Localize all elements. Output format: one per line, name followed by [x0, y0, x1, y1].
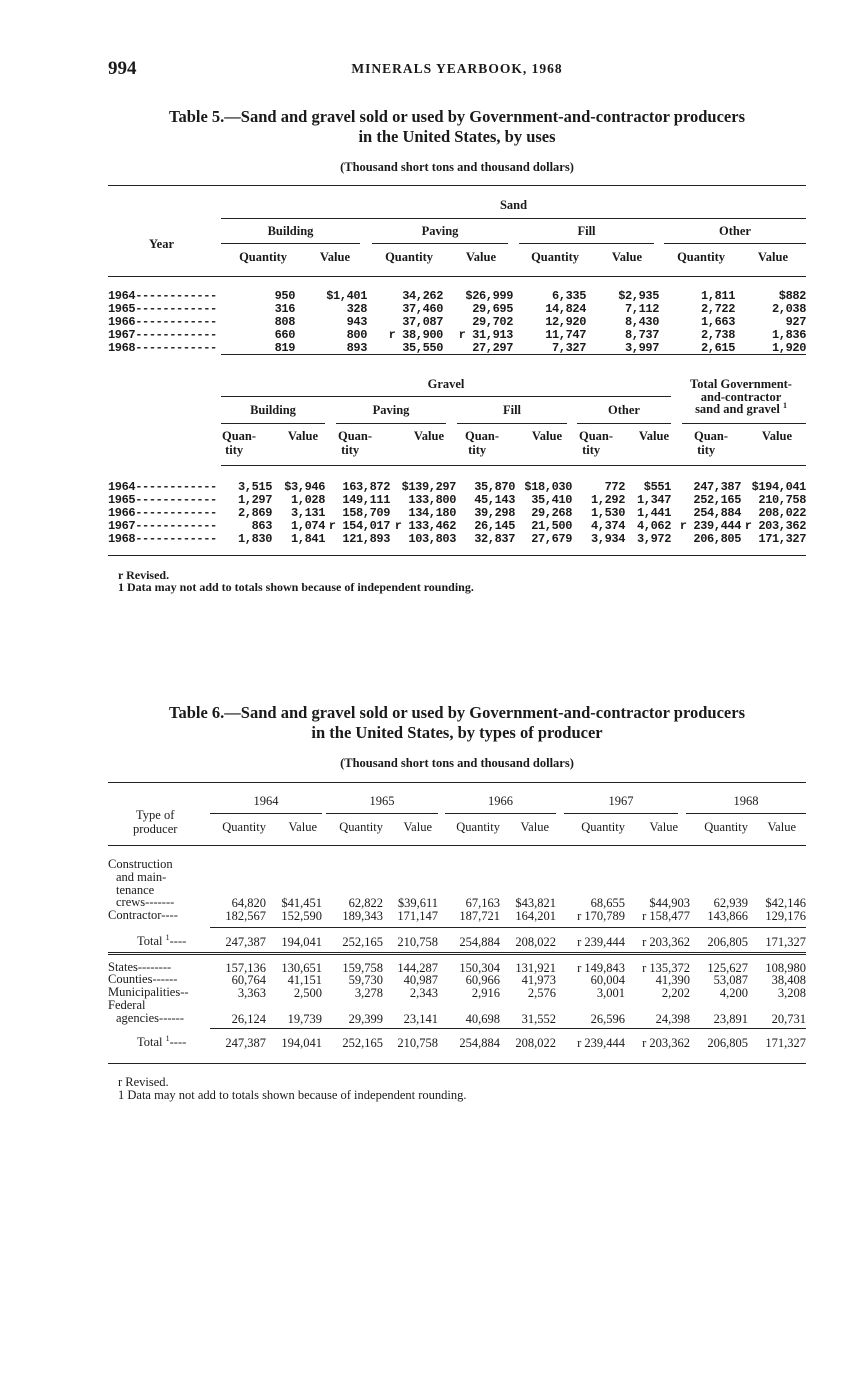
- table6-quantity-header: Quantity: [704, 820, 748, 834]
- table5-gravel-year-1964: 1964------------: [108, 480, 217, 494]
- table6-cell-federal: 24,398: [655, 1012, 690, 1026]
- table6-cell-counties: 40,987: [403, 973, 438, 987]
- table6-cell-total: 208,022: [515, 935, 556, 949]
- table6-subtotal-rule-a: [210, 927, 806, 928]
- table6-cell-counties: 41,973: [521, 973, 556, 987]
- table6-label-construction: Construction: [108, 857, 173, 871]
- table5-sand-header: Sand: [499, 198, 528, 212]
- table6-cell-states: 131,921: [515, 961, 556, 975]
- table6-cell-cm: $43,821: [515, 896, 556, 910]
- table5-gravel-year-1966: 1966------------: [108, 506, 217, 520]
- table5-sand-cell: 893: [346, 341, 367, 355]
- table5-gravel-cell: 103,803: [408, 532, 456, 546]
- table5-gravel-cell: 3,131: [290, 506, 325, 520]
- table5-gravel-cell: 133,800: [408, 493, 456, 507]
- table5-sand-cell: 37,087: [402, 315, 443, 329]
- table6-cell-counties: 53,087: [713, 973, 748, 987]
- table5-sand-quantity-header: Quantity: [677, 250, 725, 264]
- table6-quantity-header: Quantity: [222, 820, 266, 834]
- table5-gravel-value-header: Value: [413, 429, 444, 443]
- table5-gravel-cell: 247,387: [693, 480, 741, 494]
- table5-gravel-cell: $139,297: [401, 480, 456, 494]
- table6-cell-contractor: 164,201: [515, 909, 556, 923]
- table5-gravel-cell: 3,934: [590, 532, 625, 546]
- table5-gravel-cell: 35,410: [531, 493, 572, 507]
- table6-type-header: Type of producer: [133, 808, 178, 836]
- table5-sand-group-header: Paving: [421, 224, 459, 238]
- table5-gravel-quantity-header: Quan- tity: [694, 429, 729, 457]
- table5-gravel-group-rule: [457, 423, 567, 424]
- table5-sand-cell: 660: [274, 328, 295, 342]
- table6-year-rule: [210, 813, 322, 814]
- table5-sand-cell: $1,401: [326, 289, 367, 303]
- table6-label-crews: crews-------: [116, 895, 175, 909]
- table5-gravel-cell: $3,946: [284, 480, 325, 494]
- table6-cell-total: 210,758: [397, 935, 438, 949]
- table6-cell-federal: 40,698: [465, 1012, 500, 1026]
- table6-cell-states: 144,287: [397, 961, 438, 975]
- table5-gravel-cell: 134,180: [408, 506, 456, 520]
- table6-year-header: 1965: [369, 794, 395, 808]
- table6-label-tenance: tenance: [116, 883, 155, 897]
- table5-gravel-group-header: Other: [608, 403, 640, 417]
- table6-top-rule: [108, 782, 806, 783]
- table6-year-header: 1967: [608, 794, 634, 808]
- table5-gravel-header-rule: [221, 465, 806, 466]
- table6-cell-contractor: 129,176: [765, 909, 806, 923]
- table6-cell-total: 194,041: [281, 1036, 322, 1050]
- table5-gravel-cell: 208,022: [758, 506, 806, 520]
- table5-gravel-cell: 171,327: [758, 532, 806, 546]
- table6-cell-municipalities: 3,001: [596, 986, 625, 1000]
- table5-gravel-cell: 32,837: [474, 532, 515, 546]
- table6-cell-total: 171,327: [765, 1036, 806, 1050]
- table5-gravel-cell: 3,972: [636, 532, 671, 546]
- table5-sand-value-header: Value: [757, 250, 788, 264]
- table5-gravel-cell: 2,869: [237, 506, 272, 520]
- table5-gravel-cell: 210,758: [758, 493, 806, 507]
- table5-gravel-cell: 1,297: [237, 493, 272, 507]
- table6-cell-contractor: r 170,789: [577, 909, 625, 923]
- table6-quantity-header: Quantity: [581, 820, 625, 834]
- table5-sand-group-rule: [664, 243, 806, 244]
- table5-gravel-cell: r 203,362: [744, 519, 806, 533]
- table5-gravel-header: Gravel: [427, 377, 465, 391]
- table5-sand-cell: 12,920: [545, 315, 586, 329]
- table5-sand-group-header: Building: [267, 224, 314, 238]
- table5-gravel-cell: 45,143: [474, 493, 515, 507]
- table5-gravel-cell: 163,872: [342, 480, 390, 494]
- table6-cell-municipalities: 3,278: [354, 986, 383, 1000]
- table5-sand-value-header: Value: [611, 250, 642, 264]
- table5-sand-cell: 37,460: [402, 302, 443, 316]
- table5-sand-cell: 2,615: [700, 341, 735, 355]
- table6-label-states: States--------: [108, 960, 172, 974]
- table6-cell-total: 206,805: [707, 935, 748, 949]
- table6-note-rounding: 1 Data may not add to totals shown because of independent rounding.: [118, 1088, 467, 1102]
- table5-sand-quantity-header: Quantity: [531, 250, 579, 264]
- table6-cell-federal: 29,399: [348, 1012, 383, 1026]
- table6-note-revised: r Revised.: [118, 1075, 169, 1089]
- table5-sand-year-1968: 1968------------: [108, 341, 217, 355]
- table5-sand-cell: r 31,913: [458, 328, 513, 342]
- table5-gravel-cell: $194,041: [751, 480, 806, 494]
- page-header: [108, 58, 806, 82]
- table5-gravel-cell: 1,530: [590, 506, 625, 520]
- table6-cell-counties: 59,730: [348, 973, 383, 987]
- table6-cell-total: 254,884: [459, 935, 500, 949]
- table5-gravel-cell: 252,165: [693, 493, 741, 507]
- table5-sand-cell: 800: [346, 328, 367, 342]
- table5-sand-cell: 8,430: [624, 315, 659, 329]
- table6-year-header: 1968: [733, 794, 759, 808]
- table5-gravel-cell: 1,347: [636, 493, 671, 507]
- table6-cell-counties: 60,966: [465, 973, 500, 987]
- table6-value-header: Value: [403, 820, 432, 834]
- table6-cell-total: r 203,362: [642, 1036, 690, 1050]
- table5-sand-cell: 950: [274, 289, 295, 303]
- table5-note-rounding: 1 Data may not add to totals shown because of independent rounding.: [118, 580, 474, 594]
- table5-sand-cell: 1,920: [771, 341, 806, 355]
- table5-sand-group-header: Other: [719, 224, 751, 238]
- table5-sand-value-header: Value: [319, 250, 350, 264]
- table5-bottom-rule: [108, 555, 806, 556]
- table6-value-header: Value: [520, 820, 549, 834]
- table6-cell-total: 194,041: [281, 935, 322, 949]
- table6-bottom-rule: [108, 1063, 806, 1064]
- table5-sand-cell: 29,702: [472, 315, 513, 329]
- table6-cell-federal: 23,141: [403, 1012, 438, 1026]
- table6-cell-federal: 20,731: [771, 1012, 806, 1026]
- table6-cell-cm: 68,655: [590, 896, 625, 910]
- table5-gravel-cell: 149,111: [342, 493, 390, 507]
- table5-sand-cell: $882: [778, 289, 806, 303]
- table5-sand-cell: 316: [274, 302, 295, 316]
- table6-label-contractor: Contractor----: [108, 908, 178, 922]
- table6-cell-cm: 62,939: [713, 896, 748, 910]
- table6-year-header: 1966: [488, 794, 513, 808]
- table6-cell-municipalities: 3,208: [777, 986, 806, 1000]
- table5-sand-cell: 3,997: [624, 341, 659, 355]
- table5-note-revised: r Revised.: [118, 568, 170, 582]
- table5-sand-cell: 2,738: [700, 328, 735, 342]
- table6-cell-states: 108,980: [765, 961, 806, 975]
- table6-label-agencies: agencies------: [116, 1011, 185, 1025]
- table5-sand-cell: 7,327: [551, 341, 586, 355]
- table6-year-header: 1964: [253, 794, 279, 808]
- table6-cell-contractor: 171,147: [397, 909, 438, 923]
- table5-sand-cell: 819: [274, 341, 295, 355]
- table5-sand-cell: 14,824: [545, 302, 586, 316]
- table5-total-group-rule: [682, 423, 806, 424]
- table6-cell-counties: 60,764: [231, 973, 266, 987]
- table6-cell-cm: 64,820: [231, 896, 266, 910]
- table5-gravel-rule: [221, 396, 671, 397]
- table5-gravel-cell: 158,709: [342, 506, 390, 520]
- table5-gravel-value-header: Value: [287, 429, 318, 443]
- table5-gravel-cell: $551: [643, 480, 671, 494]
- table5-sand-year-1967: 1967------------: [108, 328, 217, 342]
- table6-cell-municipalities: 2,916: [471, 986, 500, 1000]
- table6-header-rule: [108, 845, 806, 846]
- table6-label-main: and main-: [116, 870, 167, 884]
- table5-sand-cell: 328: [346, 302, 367, 316]
- table5-sand-year-1966: 1966------------: [108, 315, 217, 329]
- table5-gravel-cell: 21,500: [531, 519, 572, 533]
- table5-gravel-group-rule: [577, 423, 671, 424]
- table6-cell-federal: 26,596: [590, 1012, 625, 1026]
- table5-gravel-year-1965: 1965------------: [108, 493, 217, 507]
- table6-cell-states: 157,136: [225, 961, 266, 975]
- table5-header-bottom-rule: [108, 276, 806, 277]
- table5-gravel-quantity-header: Quan- tity: [338, 429, 373, 457]
- table5-gravel-cell: 4,062: [636, 519, 671, 533]
- table6-cell-total: 247,387: [225, 935, 266, 949]
- table5-sand-cell: $2,935: [618, 289, 659, 303]
- table6-cell-counties: 38,408: [771, 973, 806, 987]
- table5-gravel-cell: 1,028: [290, 493, 325, 507]
- table5-sand-cell: 927: [785, 315, 806, 329]
- table6-cell-states: 150,304: [459, 961, 500, 975]
- table5-gravel-cell: 39,298: [474, 506, 515, 520]
- table5-sand-value-header: Value: [465, 250, 496, 264]
- table6-cell-cm: 67,163: [465, 896, 500, 910]
- table5-gravel-group-rule: [221, 423, 325, 424]
- table6-cell-contractor: 143,866: [707, 909, 748, 923]
- table6-cell-total: r 239,444: [577, 1036, 625, 1050]
- table5-sand-cell: 34,262: [402, 289, 443, 303]
- table5-gravel-cell: 772: [604, 480, 625, 494]
- table5-gravel-value-header: Value: [761, 429, 792, 443]
- table6-cell-contractor: 182,567: [225, 909, 266, 923]
- table6-cell-contractor: 152,590: [281, 909, 322, 923]
- table5-sand-cell: 8,737: [624, 328, 659, 342]
- table5-gravel-quantity-header: Quan- tity: [222, 429, 257, 457]
- table6-cell-municipalities: 2,202: [661, 986, 690, 1000]
- table6-value-header: Value: [649, 820, 678, 834]
- table6-cell-total: 254,884: [459, 1036, 500, 1050]
- table6-cell-counties: 60,004: [590, 973, 625, 987]
- table5-gravel-value-header: Value: [531, 429, 562, 443]
- table5-sand-cell: 1,811: [700, 289, 735, 303]
- table5-sand-cell: $26,999: [465, 289, 513, 303]
- table6-cell-cm: 62,822: [348, 896, 383, 910]
- table5-sand-year-1965: 1965------------: [108, 302, 217, 316]
- table6-label-counties: Counties------: [108, 972, 178, 986]
- table6-value-header: Value: [288, 820, 317, 834]
- table5-sand-cell: 808: [274, 315, 295, 329]
- table6-title-line1: Table 6.—Sand and gravel sold or used by Government-and-contractor producers: [168, 703, 746, 722]
- table5-gravel-cell: 3,515: [237, 480, 272, 494]
- table5-gravel-quantity-header: Quan- tity: [579, 429, 614, 457]
- table6-cell-total: 171,327: [765, 935, 806, 949]
- table6-cell-counties: 41,151: [287, 973, 322, 987]
- table5-sand-group-rule: [519, 243, 654, 244]
- table5-sand-group-header: Fill: [577, 224, 596, 238]
- table6-quantity-header: Quantity: [339, 820, 383, 834]
- table5-sand-cell: r 38,900: [388, 328, 443, 342]
- table6-label-federal: Federal: [108, 998, 146, 1012]
- table6-cell-total: 247,387: [225, 1036, 266, 1050]
- table5-sand-cell: 2,722: [700, 302, 735, 316]
- table6-cell-states: r 149,843: [577, 961, 625, 975]
- table5-gravel-cell: 1,830: [237, 532, 272, 546]
- table5-gravel-quantity-header: Quan- tity: [465, 429, 500, 457]
- table6-cell-municipalities: 2,343: [409, 986, 438, 1000]
- table6-cell-cm: $41,451: [281, 896, 322, 910]
- table5-gravel-cell: $18,030: [524, 480, 572, 494]
- table5-gravel-cell: 1,441: [636, 506, 671, 520]
- table5-total-header: Total Government- and-contractor sand and gravel $^1$: [690, 377, 792, 416]
- table5-gravel-cell: r 239,444: [679, 519, 741, 533]
- table5-gravel-cell: 4,374: [590, 519, 625, 533]
- table5-gravel-cell: 29,268: [531, 506, 572, 520]
- table5-gravel-cell: r 154,017: [328, 519, 390, 533]
- table5-sand-group-rule: [372, 243, 508, 244]
- table5-sand-cell: 27,297: [472, 341, 513, 355]
- table5-top-rule: [108, 185, 806, 186]
- table5-gravel-cell: 35,870: [474, 480, 515, 494]
- table6-double-rule: [108, 952, 806, 955]
- table5-gravel-cell: 121,893: [342, 532, 390, 546]
- table5-gravel-cell: 1,074: [290, 519, 325, 533]
- table5-sand-group-rule: [221, 243, 360, 244]
- table6-year-rule: [445, 813, 556, 814]
- table6-cell-municipalities: 3,363: [237, 986, 266, 1000]
- table5-gravel-cell: 26,145: [474, 519, 515, 533]
- table6-title-line2: in the United States, by types of producer: [311, 723, 603, 742]
- table6-cell-total: 252,165: [342, 935, 383, 949]
- running-title: MINERALS YEARBOOK, 1968: [351, 61, 563, 76]
- table5-sand-cell: 29,695: [472, 302, 513, 316]
- table5-gravel-cell: 206,805: [693, 532, 741, 546]
- table5-gravel-cell: 27,679: [531, 532, 572, 546]
- table6-cell-total: 252,165: [342, 1036, 383, 1050]
- table5-sand-cell: 2,038: [771, 302, 806, 316]
- page-number: 994: [108, 58, 137, 79]
- table6-cell-total: r 239,444: [577, 935, 625, 949]
- table6-cell-municipalities: 2,576: [527, 986, 556, 1000]
- table6-cell-cm: $42,146: [765, 896, 806, 910]
- table6-cell-total: r 203,362: [642, 935, 690, 949]
- table5-gravel-year-1968: 1968------------: [108, 532, 217, 546]
- table5-sand-rule: [221, 218, 806, 219]
- table6-year-rule: [326, 813, 438, 814]
- table5-year-header: Year: [149, 237, 174, 251]
- table5-gravel-group-header: Building: [250, 403, 296, 417]
- table6-value-header: Value: [767, 820, 796, 834]
- table6-cell-states: r 135,372: [642, 961, 690, 975]
- table6-quantity-header: Quantity: [456, 820, 500, 834]
- table6-cell-municipalities: 4,200: [719, 986, 748, 1000]
- table6-cell-counties: 41,390: [655, 973, 690, 987]
- table6-cell-contractor: r 158,477: [642, 909, 690, 923]
- table5-sand-year-1964: 1964------------: [108, 289, 217, 303]
- table5-sand-cell: 1,836: [771, 328, 806, 342]
- table5-gravel-value-header: Value: [638, 429, 669, 443]
- table5-gravel-cell: 1,841: [290, 532, 325, 546]
- table6-cell-total: 208,022: [515, 1036, 556, 1050]
- table5-sand-bottom-rule: [221, 354, 806, 355]
- table6-label-municipalities: Municipalities--: [108, 985, 189, 999]
- table5-sand-quantity-header: Quantity: [239, 250, 287, 264]
- table5-sand-cell: 6,335: [551, 289, 586, 303]
- table5-gravel-group-rule: [336, 423, 446, 424]
- table6-cell-federal: 19,739: [287, 1012, 322, 1026]
- table5-gravel-cell: r 133,462: [394, 519, 456, 533]
- table6-cell-municipalities: 2,500: [293, 986, 322, 1000]
- table5-subtitle: (Thousand short tons and thousand dollars): [340, 160, 574, 174]
- table5-title-line2: in the United States, by uses: [358, 127, 556, 146]
- table5-sand-cell: 11,747: [545, 328, 586, 342]
- table5-sand-cell: 35,550: [402, 341, 443, 355]
- table5-title-line1: Table 5.—Sand and gravel sold or used by Government-and-contractor producers: [168, 107, 746, 126]
- table5-sand-cell: 943: [346, 315, 367, 329]
- table6-cell-contractor: 187,721: [459, 909, 500, 923]
- table5-sand-cell: 7,112: [624, 302, 659, 316]
- table6-cell-states: 125,627: [707, 961, 748, 975]
- table6-cell-federal: 26,124: [231, 1012, 266, 1026]
- table6-cell-cm: $44,903: [649, 896, 690, 910]
- table6-cell-federal: 23,891: [713, 1012, 748, 1026]
- table5-gravel-group-header: Fill: [502, 403, 522, 417]
- table6-subtotal-rule-b: [210, 1028, 806, 1029]
- table6-cell-contractor: 189,343: [342, 909, 383, 923]
- table5-sand-quantity-header: Quantity: [385, 250, 433, 264]
- table6-label-total-b: Total $^1$----: [137, 1033, 187, 1049]
- table5-gravel-group-header: Paving: [372, 403, 410, 417]
- table5-sand-cell: 1,663: [700, 315, 735, 329]
- table6-cell-states: 130,651: [281, 961, 322, 975]
- table6-cell-states: 159,758: [342, 961, 383, 975]
- table6-cell-federal: 31,552: [521, 1012, 556, 1026]
- table6-year-rule: [686, 813, 806, 814]
- table6-subtitle: (Thousand short tons and thousand dollars): [340, 756, 574, 770]
- table6-cell-total: 210,758: [397, 1036, 438, 1050]
- table6-cell-total: 206,805: [707, 1036, 748, 1050]
- table5-gravel-cell: 254,884: [693, 506, 741, 520]
- table6-year-rule: [564, 813, 678, 814]
- table5-gravel-year-1967: 1967------------: [108, 519, 217, 533]
- table5-gravel-cell: 863: [251, 519, 272, 533]
- table5-gravel-cell: 1,292: [590, 493, 625, 507]
- table6-cell-cm: $39,611: [397, 896, 438, 910]
- table6-label-total-a: Total $^1$----: [137, 932, 187, 948]
